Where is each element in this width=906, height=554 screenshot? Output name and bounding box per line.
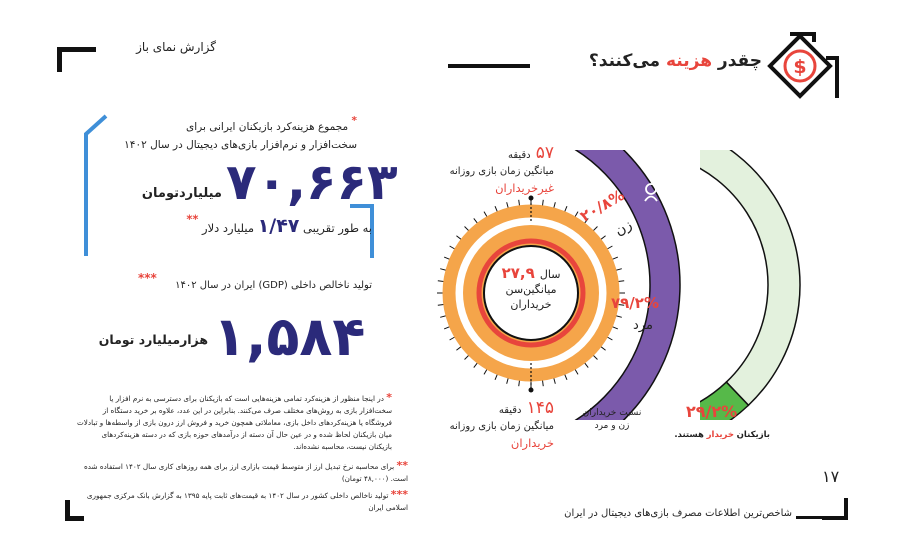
report-title: گزارش نمای باز: [136, 40, 216, 54]
center-line2: میانگین‌سن: [505, 283, 557, 296]
dial-tick: [438, 281, 444, 282]
svg-text:$: $: [793, 56, 807, 78]
money-bag-icon: [760, 28, 840, 106]
buyer-unit: دقیقه: [498, 405, 522, 416]
question-highlight: هزینه: [665, 51, 712, 71]
female-icon: [640, 181, 662, 203]
dial-tick: [554, 202, 556, 208]
dial-tick: [438, 304, 444, 305]
center-line3: خریداران: [510, 298, 552, 311]
dial-tick: [440, 269, 446, 271]
dial-tick: [542, 380, 543, 386]
dial-tick: [484, 212, 487, 217]
buyer-block: [408, 400, 554, 451]
spending-intro-line2: سخت‌افزار و نرم‌افزار بازی‌های دیجیتال در سال ۱۴۰۲: [124, 139, 357, 151]
spending-intro-line1: مجموع هزینه‌کرد بازیکنان ایرانی برای: [186, 121, 349, 133]
dial-tick: [450, 337, 455, 340]
header-line: [448, 64, 530, 68]
dial-tick: [444, 257, 450, 259]
nonbuyer-arc-segment: [700, 150, 800, 405]
buyer-minutes: ۱۴۵: [526, 398, 554, 418]
male-label: مرد: [633, 318, 653, 333]
dial-tick: [495, 374, 497, 380]
footer-line: [796, 516, 826, 519]
question-suffix: می‌کنند؟: [588, 51, 666, 71]
male-icon: [676, 306, 698, 328]
buyers-pct: ۲۹/۲%: [686, 402, 738, 421]
spending-value-unit: میلیاردتومان: [141, 186, 222, 201]
gdp-unit: هزارمیلیارد تومان: [98, 332, 208, 347]
nonbuyer-minutes: ۵۷: [535, 143, 554, 163]
dial-tick: [456, 347, 461, 351]
dial-tick: [440, 316, 446, 318]
dial-tick: [507, 202, 509, 208]
dial-tick: [519, 380, 520, 386]
footnote-2: [76, 460, 408, 485]
nonbuyer-minutes-line: [408, 145, 554, 164]
gdp-label: تولید ناخالص داخلی (GDP) ایران در سال ۱۴۰۲: [175, 280, 372, 291]
dial-tick: [456, 236, 461, 240]
male-pct: ۷۹/۲%: [611, 294, 659, 312]
footnote-2-text: برای محاسبه نرخ تبدیل ارز از متوسط قیمت بازاری ارز برای همه روزهای کاری سال ۱۴۰۲ استفاده شده است. (۴۸,۰۰۰ تومان): [83, 462, 408, 483]
nonbuyer-label: میانگین زمان بازی روزانه: [449, 166, 554, 177]
buyers-caption: [650, 430, 770, 440]
approx-stars: **: [186, 212, 199, 226]
nonbuyer-group: غیرخریداران: [495, 181, 554, 195]
dial-top-dot: [529, 196, 534, 201]
gdp-value: ۱,۵۸۴: [213, 305, 366, 368]
gdp-stars: ***: [138, 271, 157, 285]
buyers-caption-highlight: خریدار: [706, 430, 734, 440]
nonbuyer-block: [408, 145, 554, 196]
center-value: ۲۷,۹: [501, 264, 535, 282]
buyer-minutes-line: [408, 400, 554, 419]
buyers-caption-suffix: هستند.: [674, 430, 704, 440]
spending-approx: [140, 212, 372, 237]
dial-tick: [554, 378, 556, 384]
dial-tick: [474, 363, 478, 368]
footnote-2-stars: **: [396, 459, 408, 472]
buyer-group: خریداران: [510, 436, 554, 450]
dial-bottom-dot: [529, 388, 534, 393]
footnote-3-text: تولید ناخالص داخلی کشور در سال ۱۴۰۲ به قیمت‌های ثابت پایه ۱۳۹۵ به گزارش بانک مرکزی جمهوری اسلامی ایران: [86, 491, 408, 512]
footnote-1-stars: *: [386, 391, 392, 404]
approx-value: ۱/۴۷: [257, 215, 300, 237]
approx-unit: میلیارد دلار: [202, 221, 254, 235]
spending-star: *: [351, 115, 357, 127]
footnote-3: [76, 489, 408, 514]
dial-tick: [519, 200, 520, 206]
question-prefix: چقدر: [711, 51, 762, 71]
footer-caption: شاخص‌ترین اطلاعات مصرف بازی‌های دیجیتال در ایران: [564, 508, 792, 519]
dial-tick: [450, 246, 455, 249]
page-question-title: [532, 51, 762, 71]
page-number: ۱۷: [822, 467, 840, 486]
dial-tick: [542, 200, 543, 206]
footnote-1-text: در اینجا منظور از هزینه‌کرد تمامی هزینه‌هایی است که بازیکنان برای دسترسی به نرم افزار یا سخت‌افزار بازی به روش‌های مختلف صرف می‌کنند. بنابراین در این عدد، علاوه بر خرید دستگاه از فروشگاه یا هزینه‌کردهای داخل بازی، معاملاتی همچون خرید و فروش ارز درون بازی از واسطه‌ها و تبادلات میان بازیکنان لحاظ شده و در عین حال آن دسته از درآمدهای حوزه بازی که در دسته هزینه‌کرد‌های بازیکنان نیست، محاسبه نشده‌اند.: [77, 394, 392, 451]
buyer-share-arc-chart: [700, 150, 860, 420]
dial-tick: [444, 327, 450, 329]
footer-left-bracket: [65, 500, 84, 521]
approx-prefix: به طور تقریبی: [303, 221, 372, 235]
dial-tick: [465, 227, 469, 231]
dial-tick: [465, 355, 469, 359]
buyers-caption-prefix: بازیکنان: [736, 430, 770, 440]
dial-tick: [484, 369, 487, 374]
gender-caption: [564, 407, 660, 433]
center-unit: سال: [539, 268, 561, 281]
dial-tick: [507, 378, 509, 384]
female-label: زن: [612, 216, 635, 240]
footnote-1: [76, 392, 392, 453]
female-pct: ۲۰/۸%: [577, 186, 628, 226]
gender-caption-line2: زن و مرد: [594, 421, 630, 431]
dial-tick: [495, 206, 497, 212]
spending-intro: [100, 115, 357, 154]
buyer-label: میانگین زمان بازی روزانه: [449, 421, 554, 432]
header-left-bracket: [57, 47, 96, 72]
nonbuyer-unit: دقیقه: [507, 150, 531, 161]
spending-value: ۷۰,۶۶۳: [226, 153, 398, 211]
dial-tick: [474, 218, 478, 223]
gender-caption-line1: نسبت خریداران: [582, 408, 642, 418]
footnote-3-stars: ***: [390, 488, 408, 501]
